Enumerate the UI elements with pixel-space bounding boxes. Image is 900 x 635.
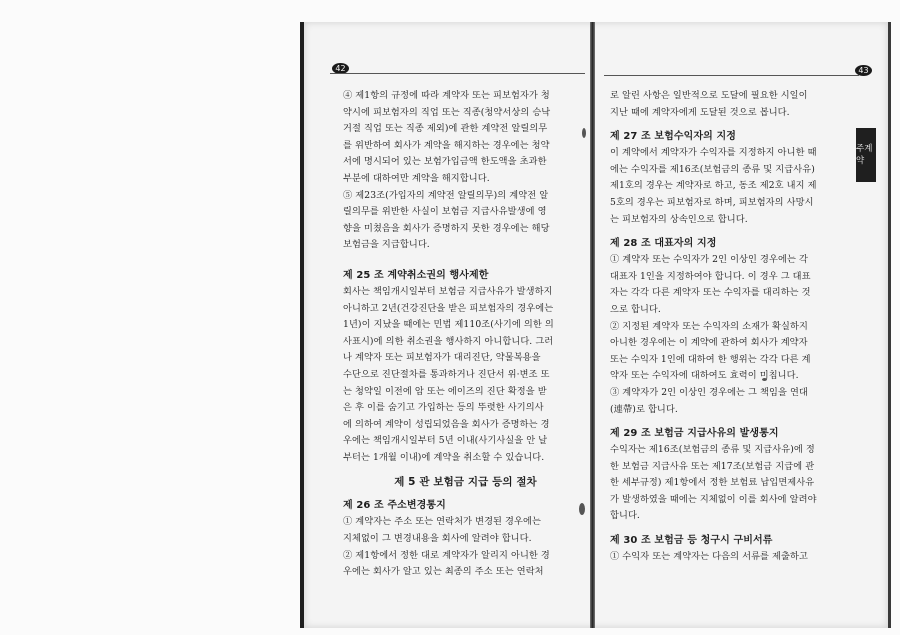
- text-line: ③ 계약자가 2인 이상인 경우에는 그 책임을 연대: [610, 386, 808, 398]
- text-line: 부터는 1개월 이내)에 계약을 취소할 수 있습니다.: [343, 451, 545, 463]
- text-line: 거절 직업 또는 직종 제외)에 관한 계약전 알릴의무: [343, 123, 548, 135]
- article-27-heading: 제 27 조 보험수익자의 지정: [610, 131, 737, 143]
- text-line: ① 수익자 또는 계약자는 다음의 서류를 제출하고: [610, 551, 808, 563]
- text-line: ④ 제1항의 규정에 따라 계약자 또는 피보험자가 청: [343, 90, 550, 101]
- text-line: 은 후 이를 숨기고 가입하는 등의 뚜렷한 사기의사: [343, 402, 544, 414]
- right-block-d: [610, 442, 855, 525]
- text-line: 한 보험금 지급사유 또는 제17조(보험금 지급에 관: [610, 460, 815, 472]
- text-line: 아니한 경우에는 이 계약에 관하여 회사가 계약자: [610, 337, 808, 349]
- article-25-heading: 제 25 조 계약취소권의 행사제한: [343, 269, 489, 281]
- article-26-heading: 제 26 조 주소변경통지: [343, 500, 446, 512]
- book-spine: [590, 22, 595, 628]
- text-line: 지체없이 그 변경내용을 회사에 알려야 합니다.: [343, 533, 532, 545]
- text-line: 에 의하여 계약이 성립되었음을 회사가 증명하는 경: [343, 418, 550, 430]
- text-line: 가 발생하였을 때에는 지체없이 이를 회사에 알려야: [610, 493, 817, 505]
- article-29-heading: 제 29 조 보험금 지급사유의 발생통지: [610, 428, 779, 440]
- text-line: 5호의 경우는 피보험자로 하며, 피보험자의 사망시: [610, 196, 814, 208]
- right-block-e: [610, 549, 855, 566]
- text-line: 향을 미쳤음을 회사가 증명하지 못한 경우에는 해당: [343, 222, 550, 234]
- right-block-b: [610, 145, 855, 228]
- text-line: 서에 명시되어 있는 보험가입금액 한도액을 초과한: [343, 156, 547, 168]
- right-page-text: [610, 88, 855, 566]
- text-line: 이 계약에서 계약자가 수익자를 지정하지 아니한 때: [610, 147, 817, 159]
- text-line: 약시에 피보험자의 직업 또는 직종(청약서상의 승낙: [343, 106, 551, 118]
- text-line: 수익자는 제16조(보험금의 종류 및 지급사유)에 정: [610, 444, 815, 456]
- text-line: ① 계약자는 주소 또는 연락처가 변경된 경우에는: [343, 516, 541, 528]
- text-line: ① 계약자 또는 수익자가 2인 이상인 경우에는 각: [610, 254, 808, 266]
- text-line: 에는 수익자를 제16조(보험금의 종류 및 지급사유): [610, 163, 815, 175]
- text-line: 나 계약자 또는 피보험자가 대리진단, 약물복용을: [343, 352, 541, 364]
- section-tab: [856, 128, 876, 182]
- text-line: 를 위반하여 회사가 계약을 해지하는 경우에는 청약: [343, 139, 550, 151]
- text-line: 는 피보험자의 상속인으로 합니다.: [610, 213, 748, 225]
- left-header-rule: [330, 73, 585, 74]
- text-line: 우에는 책임개시일부터 5년 이내(사기사실을 안 날: [343, 435, 548, 447]
- text-line: 약자 또는 수익자에 대하여도 효력이 미칩니다.: [610, 370, 799, 382]
- text-line: ⑤ 제23조(가입자의 계약전 알릴의무)의 계약전 알: [343, 189, 549, 201]
- text-line: 으로 합니다.: [610, 303, 661, 315]
- article-30-heading: 제 30 조 보험금 등 청구시 구비서류: [610, 535, 773, 547]
- left-page-number: 42: [332, 63, 349, 74]
- text-line: ② 제1항에서 정한 대로 계약자가 알리지 아니한 경: [343, 549, 550, 561]
- text-line: ② 지정된 계약자 또는 수익자의 소재가 확실하지: [610, 320, 808, 332]
- text-line: 제1호의 경우는 계약자로 하고, 동조 제2호 내지 제: [610, 180, 817, 192]
- text-line: 합니다.: [610, 510, 640, 522]
- text-line: 또는 수익자 1인에 대하여 한 행위는 각각 다른 계: [610, 353, 811, 365]
- text-line: 회사는 책임개시일부터 보험금 지급사유가 발생하지: [343, 285, 553, 297]
- text-line: 릴의무를 위반한 사실이 보험금 지급사유발생에 영: [343, 206, 547, 218]
- text-line: 자는 각각 다른 계약자 또는 수익자를 대리하는 것: [610, 287, 811, 299]
- text-line: 1년)이 지났을 때에는 민법 제110조(사기에 의한 의: [343, 319, 554, 331]
- text-line: 아니하고 2년(건강진단을 받은 피보험자의 경우에는: [343, 302, 554, 314]
- text-line: 보험금을 지급합니다.: [343, 239, 430, 251]
- right-header-rule: [604, 75, 859, 76]
- text-line: 수단으로 진단절차를 통과하거나 진단서 위·변조 또: [343, 368, 550, 380]
- left-block-c: [343, 514, 588, 580]
- right-block-a: [610, 88, 855, 121]
- left-block-b: [343, 284, 588, 467]
- left-block-a: [343, 88, 588, 254]
- chapter-5-heading: 제 5 관 보험금 지급 등의 절차: [394, 476, 537, 489]
- right-block-c: [610, 252, 855, 418]
- text-line: 한 세부규정) 제1항에서 정한 보험료 납입면제사유: [610, 477, 815, 489]
- right-page-number: 43: [855, 65, 872, 76]
- text-line: 부분에 대하여만 계약을 해지합니다.: [343, 172, 490, 184]
- text-line: (連帶)로 합니다.: [610, 403, 678, 415]
- left-page-text: [343, 88, 588, 581]
- text-line: 사표시)에 의한 취소권을 행사하지 아니합니다. 그러: [343, 335, 554, 347]
- text-line: 대표자 1인을 지정하여야 합니다. 이 경우 그 대표: [610, 270, 811, 282]
- text-line: 지난 때에 계약자에게 도달된 것으로 봅니다.: [610, 106, 790, 118]
- article-28-heading: 제 28 조 대표자의 지정: [610, 238, 717, 250]
- text-line: 는 청약일 이전에 암 또는 에이즈의 진단 확정을 받: [343, 385, 547, 397]
- text-line: 우에는 회사가 알고 있는 최종의 주소 또는 연락처: [343, 566, 544, 578]
- text-line: 로 알린 사항은 일반적으로 도달에 필요한 시일이: [610, 90, 808, 101]
- section-tab-label: 주계약: [856, 144, 873, 166]
